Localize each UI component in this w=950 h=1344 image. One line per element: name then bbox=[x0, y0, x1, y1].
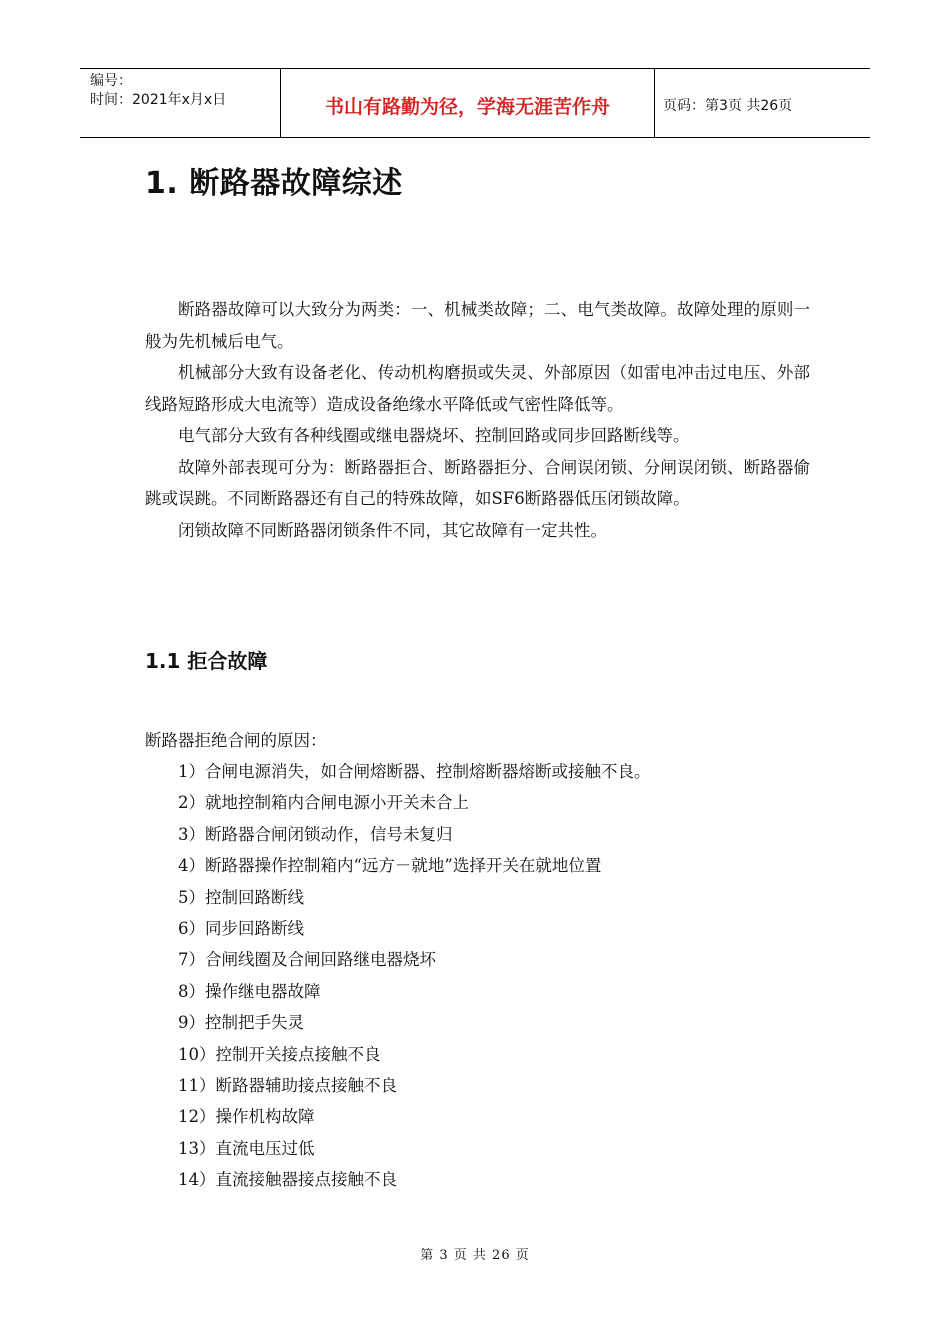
document-title: 1. 断路器故障综述 bbox=[145, 166, 403, 201]
list-item: 2）就地控制箱内合闸电源小开关未合上 bbox=[178, 793, 469, 813]
list-item: 5）控制回路断线 bbox=[178, 887, 304, 907]
cause-list bbox=[145, 756, 651, 1196]
page-footer: 第 3 页 共 26 页 bbox=[420, 1248, 530, 1263]
paragraph: 闭锁故障不同断路器闭锁条件不同，其它故障有一定共性。 bbox=[178, 520, 607, 540]
paragraph: 故障外部表现可分为：断路器拒合、断路器拒分、合闸误闭锁、分闸误闭锁、断路器偷跳或误跳。不同断路器还有自己的特殊故障，如SF6断路器低压闭锁故障。 bbox=[145, 457, 810, 508]
list-item: 12）操作机构故障 bbox=[178, 1107, 315, 1127]
paragraph: 机械部分大致有设备老化、传动机构磨损或失灵、外部原因（如雷电冲击过电压、外部线路短路形成大电流等）造成设备绝缘水平降低或气密性降低等。 bbox=[145, 363, 810, 414]
header-motto: 书山有路勤为径，学海无涯苦作舟 bbox=[281, 69, 655, 137]
list-item: 3）断路器合闸闭锁动作，信号未复归 bbox=[178, 824, 453, 844]
header-page-info: 页码：第3页 共26页 bbox=[663, 98, 793, 114]
page-header bbox=[80, 68, 870, 138]
intro-body bbox=[145, 294, 810, 546]
header-meta-cell bbox=[80, 69, 281, 137]
list-item: 10）控制开关接点接触不良 bbox=[178, 1044, 381, 1064]
list-item: 13）直流电压过低 bbox=[178, 1138, 315, 1158]
list-item: 7）合闸线圈及合闸回路继电器烧坏 bbox=[178, 950, 436, 970]
list-item: 11）断路器辅助接点接触不良 bbox=[178, 1076, 397, 1096]
list-item: 6）同步回路断线 bbox=[178, 919, 304, 939]
list-item: 4）断路器操作控制箱内“远方－就地”选择开关在就地位置 bbox=[178, 856, 602, 876]
time-label: 时间：2021年x月x日 bbox=[90, 92, 227, 108]
number-label: 编号： bbox=[90, 73, 132, 89]
list-item: 9）控制把手失灵 bbox=[178, 1013, 304, 1033]
list-item: 1）合闸电源消失，如合闸熔断器、控制熔断器熔断或接触不良。 bbox=[178, 762, 651, 781]
paragraph: 电气部分大致有各种线圈或继电器烧坏、控制回路或同步回路断线等。 bbox=[178, 426, 690, 445]
list-item: 14）直流接触器接点接触不良 bbox=[178, 1170, 397, 1190]
section-heading: 1.1 拒合故障 bbox=[145, 649, 268, 673]
paragraph: 断路器故障可以大致分为两类：一、机械类故障；二、电气类故障。故障处理的原则一般为先机械后电气。 bbox=[145, 300, 810, 351]
section-intro: 断路器拒绝合闸的原因： bbox=[145, 731, 327, 750]
list-item: 8）操作继电器故障 bbox=[178, 981, 321, 1001]
